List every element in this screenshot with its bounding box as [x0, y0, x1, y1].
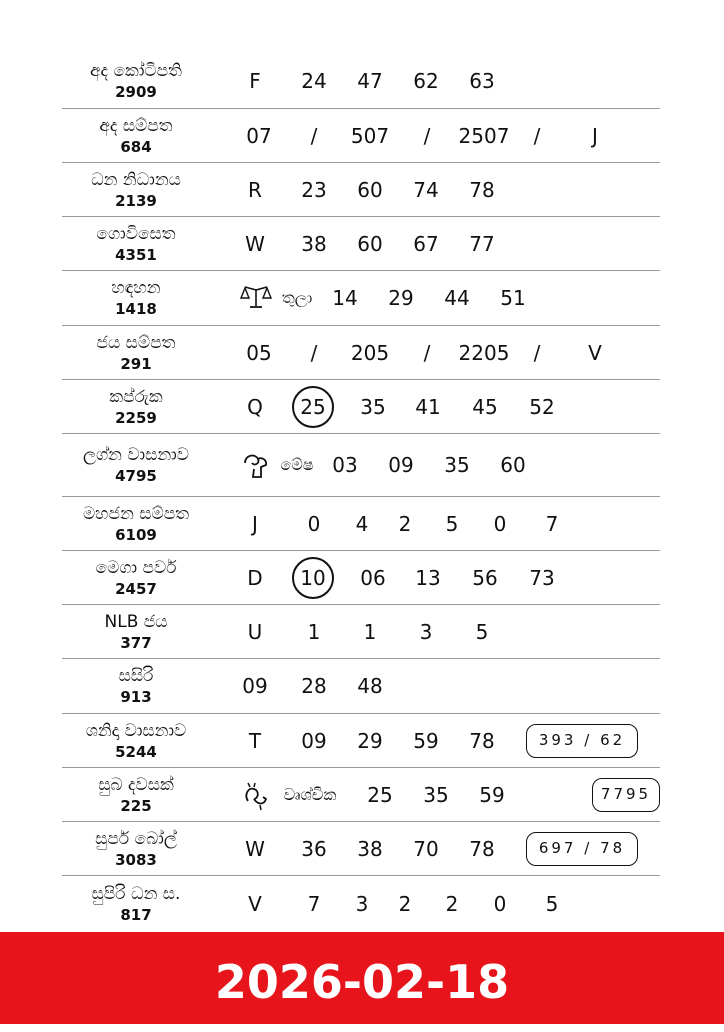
number-cell: / [423, 124, 431, 148]
libra-scales-icon [239, 284, 273, 314]
lottery-name: සුපර් බෝල් [95, 829, 177, 849]
number-cell: 35 [444, 453, 470, 477]
draw-number: 2457 [115, 580, 157, 598]
lottery-name: ජය සම්පත [96, 333, 176, 353]
draw-number: 5244 [115, 743, 157, 761]
letter-cell: J [252, 512, 258, 536]
result-row [62, 163, 660, 217]
extra-number-box: 393 / 62 [526, 724, 638, 758]
draw-number: 6109 [115, 526, 157, 544]
result-row [62, 54, 660, 109]
lottery-name: සසිරි [118, 666, 154, 686]
draw-number: 3083 [115, 851, 157, 869]
lottery-name-block [62, 611, 210, 653]
draw-number: 684 [120, 138, 152, 156]
letter-cell: Q [247, 395, 263, 419]
draw-number: 377 [120, 634, 152, 652]
number-cell: V [588, 341, 602, 365]
result-row [62, 822, 660, 876]
result-row [62, 109, 660, 163]
number-cell: 09 [301, 729, 327, 753]
number-cell: 0 [493, 892, 507, 916]
letter-cell: R [248, 178, 262, 202]
lottery-name-block [62, 444, 210, 486]
number-cell: 70 [413, 837, 439, 861]
number-cell: 0 [307, 512, 321, 536]
number-cell: 25 [367, 783, 393, 807]
number-cell: 13 [415, 566, 441, 590]
number-cell: 60 [357, 232, 383, 256]
number-cell: J [592, 124, 598, 148]
result-row [62, 271, 660, 326]
letter-cell: W [245, 232, 265, 256]
draw-number: 817 [120, 906, 152, 924]
number-cell: 28 [301, 674, 327, 698]
lottery-name: කප්රුක [109, 387, 163, 407]
number-cell: 45 [472, 395, 498, 419]
lottery-name-block [62, 883, 210, 925]
letter-cell: V [248, 892, 262, 916]
number-cell: 7 [307, 892, 321, 916]
result-row [62, 659, 660, 714]
number-cell: 14 [332, 286, 358, 310]
lottery-name-block [62, 386, 210, 428]
result-row [62, 497, 660, 551]
lottery-name-block [62, 720, 210, 762]
number-cell: 3 [419, 620, 433, 644]
result-row [62, 380, 660, 434]
number-cell: 2507 [458, 124, 510, 148]
zodiac-sign-label: වෘශ්චික [283, 785, 337, 804]
number-cell: / [423, 341, 431, 365]
lottery-name: අද කෝටිපති [90, 61, 182, 81]
number-cell: 0 [493, 512, 507, 536]
number-cell: 2 [398, 512, 412, 536]
lottery-name: ගොවිසෙත [96, 224, 176, 244]
result-row [62, 551, 660, 605]
lottery-name-block [62, 223, 210, 265]
lottery-name-block [62, 665, 210, 707]
number-cell: 38 [301, 232, 327, 256]
zodiac-sign-label: මේෂ [280, 455, 314, 474]
number-cell: 35 [423, 783, 449, 807]
zodiac-sign-label: තුලා [281, 288, 313, 307]
draw-number: 1418 [115, 300, 157, 318]
extra-number-box: 697 / 78 [526, 832, 638, 866]
result-row [62, 605, 660, 659]
draw-number: 2259 [115, 409, 157, 427]
lottery-name: ශනිදා වාසනාව [85, 721, 187, 741]
lottery-name-block [62, 60, 210, 102]
number-cell: / [310, 341, 318, 365]
lottery-name-block [62, 169, 210, 211]
letter-cell: F [249, 69, 261, 93]
result-row [62, 714, 660, 768]
number-cell: 77 [469, 232, 495, 256]
number-cell: 1 [307, 620, 321, 644]
result-row [62, 217, 660, 271]
number-cell: 2 [398, 892, 412, 916]
result-row [62, 434, 660, 497]
letter-cell: U [247, 620, 263, 644]
number-cell: 23 [301, 178, 327, 202]
number-cell: 7 [545, 512, 559, 536]
number-cell: 09 [388, 453, 414, 477]
lottery-name: ධන නිධානය [91, 170, 181, 190]
number-cell: 29 [357, 729, 383, 753]
draw-number: 4795 [115, 467, 157, 485]
letter-cell: T [248, 729, 262, 753]
number-cell: 4 [355, 512, 369, 536]
number-cell: 205 [350, 341, 390, 365]
bonus-number-circle: 10 [292, 557, 334, 599]
draw-date: 2026-02-18 [214, 955, 510, 1009]
number-cell: 78 [469, 729, 495, 753]
number-cell: 03 [332, 453, 358, 477]
lottery-name: අද සම්පත [99, 116, 173, 136]
number-cell: / [310, 124, 318, 148]
number-cell: 5 [445, 512, 459, 536]
lottery-name-block [62, 774, 210, 816]
number-cell: / [533, 341, 541, 365]
number-cell: 24 [301, 69, 327, 93]
lottery-name-block [62, 115, 210, 157]
result-row [62, 876, 660, 933]
number-cell: 38 [357, 837, 383, 861]
number-cell: 2 [445, 892, 459, 916]
number-cell: 56 [472, 566, 498, 590]
lottery-name: හඳහන [111, 278, 161, 298]
results-table [62, 54, 660, 933]
number-cell: 1 [363, 620, 377, 644]
number-cell: 44 [444, 286, 470, 310]
lottery-name: මෙගා පවර් [95, 558, 177, 578]
bonus-number-circle: 25 [292, 386, 334, 428]
number-cell: 60 [500, 453, 526, 477]
lottery-name-block [62, 557, 210, 599]
aries-ram-icon [241, 451, 271, 483]
lottery-name-block [62, 503, 210, 545]
draw-number: 291 [120, 355, 152, 373]
number-cell: 5 [475, 620, 489, 644]
lottery-name-block [62, 332, 210, 374]
number-cell: 60 [357, 178, 383, 202]
number-cell: 59 [479, 783, 505, 807]
number-cell: 29 [388, 286, 414, 310]
number-cell: 05 [246, 341, 272, 365]
lottery-name-block [62, 277, 210, 319]
number-cell: 09 [242, 674, 268, 698]
draw-number: 2139 [115, 192, 157, 210]
draw-number: 4351 [115, 246, 157, 264]
extra-number-box: 7795 [592, 778, 660, 812]
number-cell: 67 [413, 232, 439, 256]
number-cell: 78 [469, 837, 495, 861]
number-cell: 47 [357, 69, 383, 93]
number-cell: 51 [500, 286, 526, 310]
number-cell: 06 [360, 566, 386, 590]
number-cell: 73 [529, 566, 555, 590]
number-cell: / [533, 124, 541, 148]
letter-cell: D [247, 566, 263, 590]
lottery-name: සුබ දවසක් [98, 775, 174, 795]
number-cell: 35 [360, 395, 386, 419]
draw-number: 913 [120, 688, 152, 706]
number-cell: 52 [529, 395, 555, 419]
number-cell: 63 [469, 69, 495, 93]
letter-cell: W [245, 837, 265, 861]
number-cell: 07 [246, 124, 272, 148]
number-cell: 507 [350, 124, 390, 148]
lottery-name: සුපිරි ධන ස. [91, 884, 181, 904]
lottery-name: NLB ජය [104, 612, 168, 632]
scorpio-scorpion-icon [242, 781, 270, 815]
number-cell: 62 [413, 69, 439, 93]
date-banner [0, 932, 724, 1024]
number-cell: 78 [469, 178, 495, 202]
number-cell: 59 [413, 729, 439, 753]
number-cell: 3 [355, 892, 369, 916]
result-row [62, 768, 660, 822]
lottery-name: ලග්න වාසනාව [83, 445, 189, 465]
draw-number: 2909 [115, 83, 157, 101]
number-cell: 41 [415, 395, 441, 419]
number-cell: 2205 [458, 341, 510, 365]
number-cell: 48 [357, 674, 383, 698]
number-cell: 74 [413, 178, 439, 202]
result-row [62, 326, 660, 380]
number-cell: 36 [301, 837, 327, 861]
number-cell: 5 [545, 892, 559, 916]
lottery-name: මහජන සම්පත [82, 504, 190, 524]
lottery-name-block [62, 828, 210, 870]
draw-number: 225 [120, 797, 152, 815]
